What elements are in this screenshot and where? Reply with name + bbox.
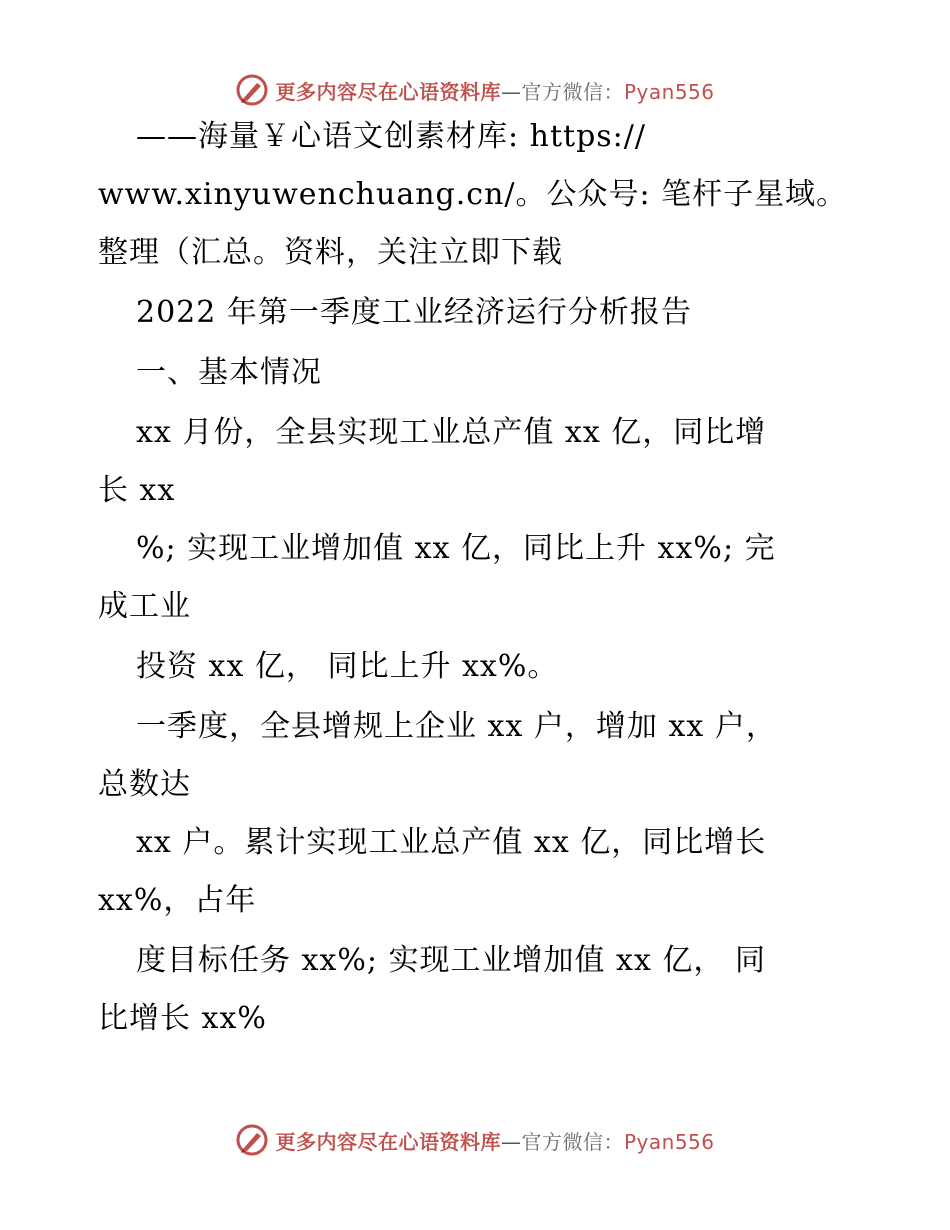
document-line: 一季度，全县增规上企业 xx 户，增加 xx 户， bbox=[136, 709, 777, 744]
watermark-contact-label: 官方微信： bbox=[521, 1129, 624, 1154]
pen-logo-icon bbox=[235, 1123, 269, 1157]
document-line: 2022 年第一季度工业经济运行分析报告 bbox=[136, 295, 692, 330]
document-line: www.xinyuwenchuang.cn/。公众号: 笔杆子星域。 bbox=[98, 177, 848, 212]
watermark-separator: — bbox=[500, 79, 522, 104]
document-line: xx 户。累计实现工业总产值 xx 亿，同比增长 bbox=[136, 825, 767, 860]
pen-logo-icon bbox=[235, 73, 269, 107]
watermark-brand-text: 更多内容尽在心语资料库 bbox=[275, 1129, 501, 1154]
document-line: 投资 xx 亿， 同比上升 xx%。 bbox=[136, 649, 559, 684]
footer-watermark bbox=[0, 1120, 950, 1160]
document-line: 一、基本情况 bbox=[136, 355, 322, 390]
document-line: 总数达 bbox=[98, 767, 191, 802]
header-watermark bbox=[0, 70, 950, 110]
watermark-contact-label: 官方微信： bbox=[521, 79, 624, 104]
document-line: 整理（汇总。资料，关注立即下载 bbox=[98, 235, 563, 270]
document-line: xx%，占年 bbox=[98, 883, 257, 918]
watermark-separator: — bbox=[500, 1129, 522, 1154]
watermark-contact-id: Pyan556 bbox=[623, 79, 715, 104]
document-line: ——海量￥心语文创素材库: https:// bbox=[136, 119, 646, 154]
document-line: %; 实现工业增加值 xx 亿，同比上升 xx%; 完 bbox=[136, 531, 776, 566]
document-line: 比增长 xx% bbox=[98, 1001, 267, 1036]
document-line: 成工业 bbox=[98, 589, 191, 624]
watermark-contact-id: Pyan556 bbox=[623, 1129, 715, 1154]
document-line: 度目标任务 xx%; 实现工业增加值 xx 亿， 同 bbox=[136, 943, 766, 978]
document-line: xx 月份，全县实现工业总产值 xx 亿，同比增 bbox=[136, 415, 767, 450]
document-line: 长 xx bbox=[98, 473, 176, 508]
watermark-brand-text: 更多内容尽在心语资料库 bbox=[275, 79, 501, 104]
